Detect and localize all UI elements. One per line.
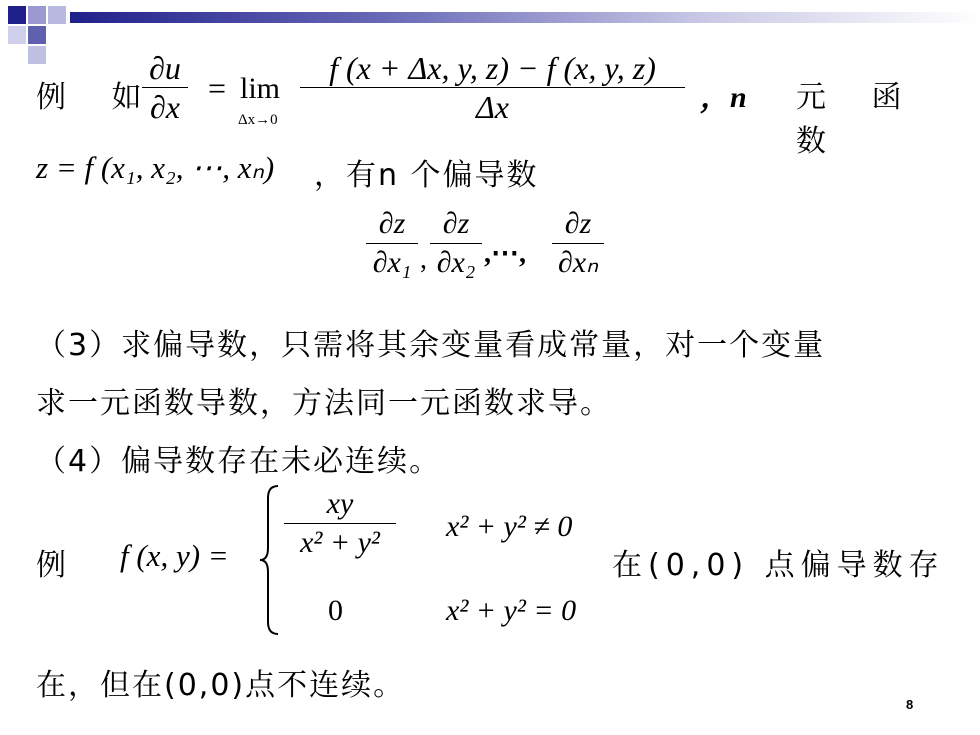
item4-line: （4）偏导数存在未必连续。: [36, 444, 442, 479]
ellipsis: ,⋯,: [484, 238, 526, 269]
fraction-bar: [430, 243, 482, 244]
header-square-light: [48, 6, 66, 24]
fraction-denominator: ∂x₁: [372, 246, 412, 279]
piecewise-case1-condition: x² + y² ≠ 0: [446, 510, 573, 543]
line2-text: ，有n 个偏导数: [314, 158, 539, 193]
partial-derivative-1: [366, 206, 418, 281]
equals-sign: =: [208, 70, 227, 106]
comma-separator: ,: [420, 244, 427, 275]
function-n-variables: z = f (x₁, x₂, ⋯, xₙ): [36, 150, 275, 185]
item3-line-b: 求一元函数导数，方法同一元函数求导。: [36, 386, 612, 421]
piecewise-case2-value: 0: [328, 594, 343, 627]
curly-brace: [258, 484, 282, 636]
fraction-numerator: ∂z: [564, 207, 592, 240]
fraction-numerator: ∂u: [149, 50, 181, 86]
header-square-light: [28, 6, 46, 24]
fraction-bar: [284, 523, 396, 524]
line1-suffix: 元 函 数: [796, 80, 920, 159]
partial-derivative-2: [430, 206, 482, 281]
fraction-denominator: ∂xₙ: [557, 246, 599, 279]
fraction-bar: [552, 243, 604, 244]
page-number: 8: [906, 697, 914, 712]
fraction-bar: [300, 87, 685, 88]
header-gradient-bar: [70, 12, 980, 23]
partial-derivative-n: [552, 206, 604, 281]
fraction-numerator: xy: [326, 487, 354, 520]
header-square-pale: [28, 46, 46, 64]
header-square-mid: [28, 26, 46, 44]
fraction-numerator: ∂z: [378, 207, 406, 240]
fraction-bar: [366, 243, 418, 244]
fraction-denominator: x² + y²: [300, 526, 380, 559]
lim-subscript: Δx→0: [238, 112, 278, 128]
fraction-du-dx: [142, 50, 188, 125]
piecewise-case1-fraction: [284, 486, 396, 561]
fraction-denominator: ∂x: [149, 89, 180, 125]
item3-line-a: （3）求偏导数，只需将其余变量看成常量，对一个变量: [36, 328, 826, 363]
fraction-difference-quotient: [300, 50, 685, 125]
fraction-numerator: f (x + Δx, y, z) − f (x, y, z): [329, 50, 656, 86]
line1-prefix: 例 如: [36, 80, 160, 115]
example-tail: 在(0,0) 点偏导数存: [612, 548, 945, 583]
example-label: 例: [36, 548, 68, 583]
piecewise-case2-condition: x² + y² = 0: [446, 594, 577, 627]
header-square-dark: [8, 6, 26, 24]
fraction-denominator: ∂x₂: [436, 246, 476, 279]
fraction-numerator: ∂z: [442, 207, 470, 240]
last-line: 在，但在(0,0)点不连续。: [36, 668, 406, 703]
line1-n: ，n: [700, 81, 747, 114]
piecewise-lhs: f (x, y) =: [120, 538, 229, 573]
lim-operator: lim: [240, 72, 281, 105]
header-square-pale: [8, 26, 26, 44]
fraction-denominator: Δx: [476, 89, 509, 125]
fraction-bar: [142, 87, 188, 88]
